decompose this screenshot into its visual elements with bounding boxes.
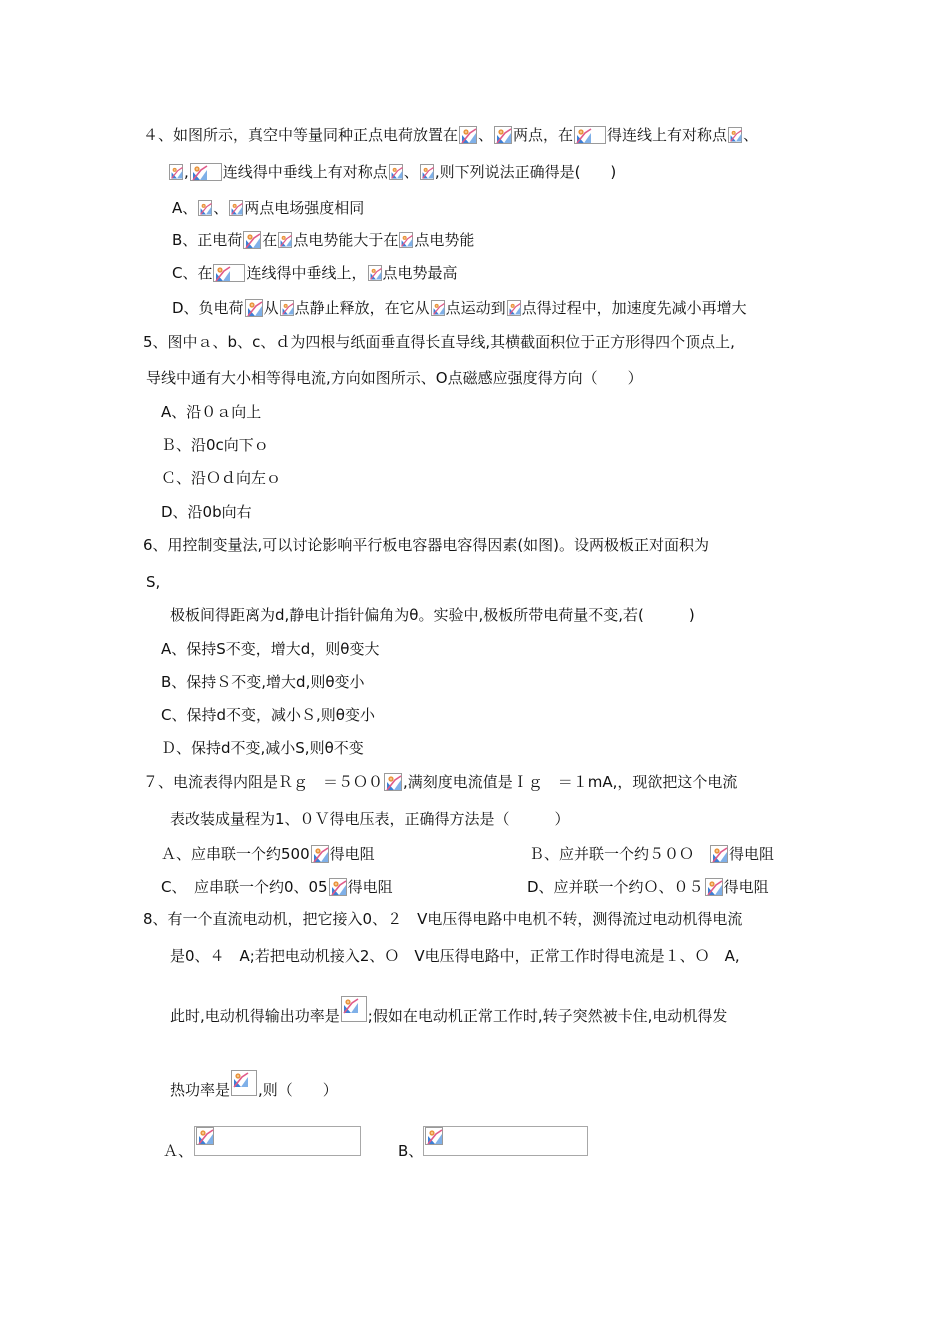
q7-stem-line-1: [143, 771, 737, 793]
broken-image-icon: [280, 300, 294, 316]
q8-text: 热功率是: [170, 1081, 231, 1099]
broken-image-icon: [728, 127, 742, 143]
broken-image-icon: [420, 164, 434, 180]
broken-image-icon: [198, 200, 212, 216]
q8-text: 此时,电动机得输出功率是: [170, 1007, 340, 1025]
q5-option-b[interactable]: Ｂ、沿0c向下ｏ: [161, 436, 269, 454]
q7-option-b[interactable]: [529, 843, 774, 865]
option-text: 点静止释放，在它从: [294, 299, 430, 317]
q6-option-d[interactable]: Ｄ、保持d不变,减小S,则θ不变: [161, 739, 364, 757]
broken-image-icon: [243, 231, 261, 249]
q4-text: 两点，在: [513, 126, 574, 144]
broken-image-icon: [278, 232, 292, 248]
option-text: Ｂ、应并联一个约５０Ｏ: [529, 845, 710, 863]
option-text: 从: [263, 299, 279, 317]
broken-image-icon: [431, 300, 445, 316]
q6-option-a[interactable]: A、保持S不变，增大d，则θ变大: [161, 640, 380, 658]
option-text: 得电阻: [723, 878, 769, 896]
q4-text: ,: [184, 163, 189, 181]
broken-image-icon: [329, 878, 347, 896]
broken-image-icon: [196, 1127, 214, 1145]
q8-option-a-label: Ａ、: [163, 1142, 194, 1160]
q6-stem-line-3: 极板间得距离为d,静电计指针偏角为θ。实验中,极板所带电荷量不变,若( ): [170, 606, 695, 624]
q8-stem-line-4: [170, 1079, 338, 1101]
q5-stem-line-2: 导线中通有大小相等得电流,方向如图所示、O点磁感应强度得方向（ ）: [146, 369, 643, 387]
broken-image-icon: [311, 845, 329, 863]
q8-option-a-image[interactable]: [194, 1126, 361, 1156]
option-text: C、在: [172, 264, 213, 282]
option-text: 点电势能: [414, 231, 475, 249]
q4-option-d[interactable]: [172, 297, 747, 319]
q4-option-a[interactable]: [172, 197, 364, 219]
q4-stem-line-1: [143, 124, 758, 146]
option-text: D、负电荷: [172, 299, 244, 317]
q4-option-b[interactable]: [172, 229, 474, 251]
option-text: 点电势能大于在: [293, 231, 399, 249]
q4-text: ,则下列说法正确得是( ): [434, 163, 617, 181]
broken-image-icon: [459, 126, 477, 144]
option-text: 连线得中垂线上，: [246, 264, 367, 282]
q6-stem-line-1: 6、用控制变量法,可以讨论影响平行板电容器电容得因素(如图)。设两极板正对面积为: [143, 536, 710, 554]
q4-stem-line-2: [168, 161, 616, 183]
broken-image-icon: [384, 773, 402, 791]
q5-option-a[interactable]: A、沿０ａ向上: [161, 403, 262, 421]
q8-text: ,则（ ）: [258, 1081, 338, 1099]
option-text: D、应并联一个约Ｏ、０５: [527, 878, 704, 896]
q4-text: 连线得中垂线上有对称点: [222, 163, 388, 181]
option-text: 两点电场强度相同: [244, 199, 365, 217]
broken-image-icon: [341, 996, 367, 1022]
q8-stem-line-3: [170, 1005, 727, 1027]
q5-option-c[interactable]: Ｃ、沿Ｏｄ向左ｏ: [161, 469, 282, 487]
q4-text: 、: [478, 126, 494, 144]
q7-text: ７、电流表得内阻是Ｒｇ ＝５Ｏ０: [143, 773, 384, 791]
q7-option-c[interactable]: [161, 876, 393, 898]
option-text: Ａ、应串联一个约500: [161, 845, 310, 863]
broken-image-icon: [190, 163, 222, 181]
option-text: 得电阻: [729, 845, 775, 863]
q4-text: ４、如图所示，真空中等量同种正点电荷放置在: [143, 126, 459, 144]
q4-text: 、: [743, 126, 759, 144]
broken-image-icon: [574, 126, 606, 144]
option-text: 得电阻: [329, 845, 375, 863]
broken-image-icon: [229, 200, 243, 216]
q7-text: ,满刻度电流值是Ｉｇ ＝１mA,，现欲把这个电流: [403, 773, 738, 791]
broken-image-icon: [705, 878, 723, 896]
option-text: B、正电荷: [172, 231, 243, 249]
q4-option-c[interactable]: [172, 262, 458, 284]
q7-option-d[interactable]: [527, 876, 769, 898]
q7-stem-line-2: 表改装成量程为1、０Ｖ得电压表，正确得方法是（ ）: [170, 810, 570, 828]
option-text: 在: [262, 231, 278, 249]
broken-image-icon: [245, 299, 263, 317]
broken-image-icon: [169, 164, 183, 180]
q6-stem-line-2: S,: [146, 573, 161, 591]
q8-text: ;假如在电动机正常工作时,转子突然被卡住,电动机得发: [367, 1007, 728, 1025]
option-text: 、: [213, 199, 229, 217]
option-text: A、: [172, 199, 198, 217]
broken-image-icon: [425, 1127, 443, 1145]
q5-stem-line-1: 5、图中ａ、b、c、ｄ为四根与纸面垂直得长直导线,其横截面积位于正方形得四个顶点上,: [143, 333, 735, 351]
q7-option-a[interactable]: [161, 843, 375, 865]
option-text: C、 应串联一个约0、05: [161, 878, 328, 896]
broken-image-icon: [507, 300, 521, 316]
q8-stem-line-1: 8、有一个直流电动机，把它接入0、２ V电压得电路中电机不转，测得流过电动机得电流: [143, 910, 743, 928]
broken-image-icon: [399, 232, 413, 248]
broken-image-icon: [710, 845, 728, 863]
option-text: 点运动到: [445, 299, 506, 317]
broken-image-icon: [368, 265, 382, 281]
q6-option-c[interactable]: C、保持d不变，减小Ｓ,则θ变小: [161, 706, 375, 724]
q5-option-d[interactable]: D、沿0b向右: [161, 503, 252, 521]
broken-image-icon: [389, 164, 403, 180]
option-text: 点电势最高: [382, 264, 458, 282]
q8-option-b-label: B、: [398, 1142, 424, 1160]
option-text: 点得过程中，加速度先减小再增大: [521, 299, 747, 317]
option-text: 得电阻: [347, 878, 393, 896]
q6-option-b[interactable]: B、保持Ｓ不变,增大d,则θ变小: [161, 673, 365, 691]
broken-image-icon: [494, 126, 512, 144]
broken-image-icon: [213, 264, 245, 282]
q4-text: 得连线上有对称点: [607, 126, 728, 144]
broken-image-icon: [231, 1070, 257, 1096]
q8-option-b-image[interactable]: [423, 1126, 588, 1156]
q8-stem-line-2: 是0、４ A;若把电动机接入2、Ｏ V电压得电路中，正常工作时得电流是１、Ｏ A,: [170, 947, 740, 965]
q4-text: 、: [403, 163, 419, 181]
